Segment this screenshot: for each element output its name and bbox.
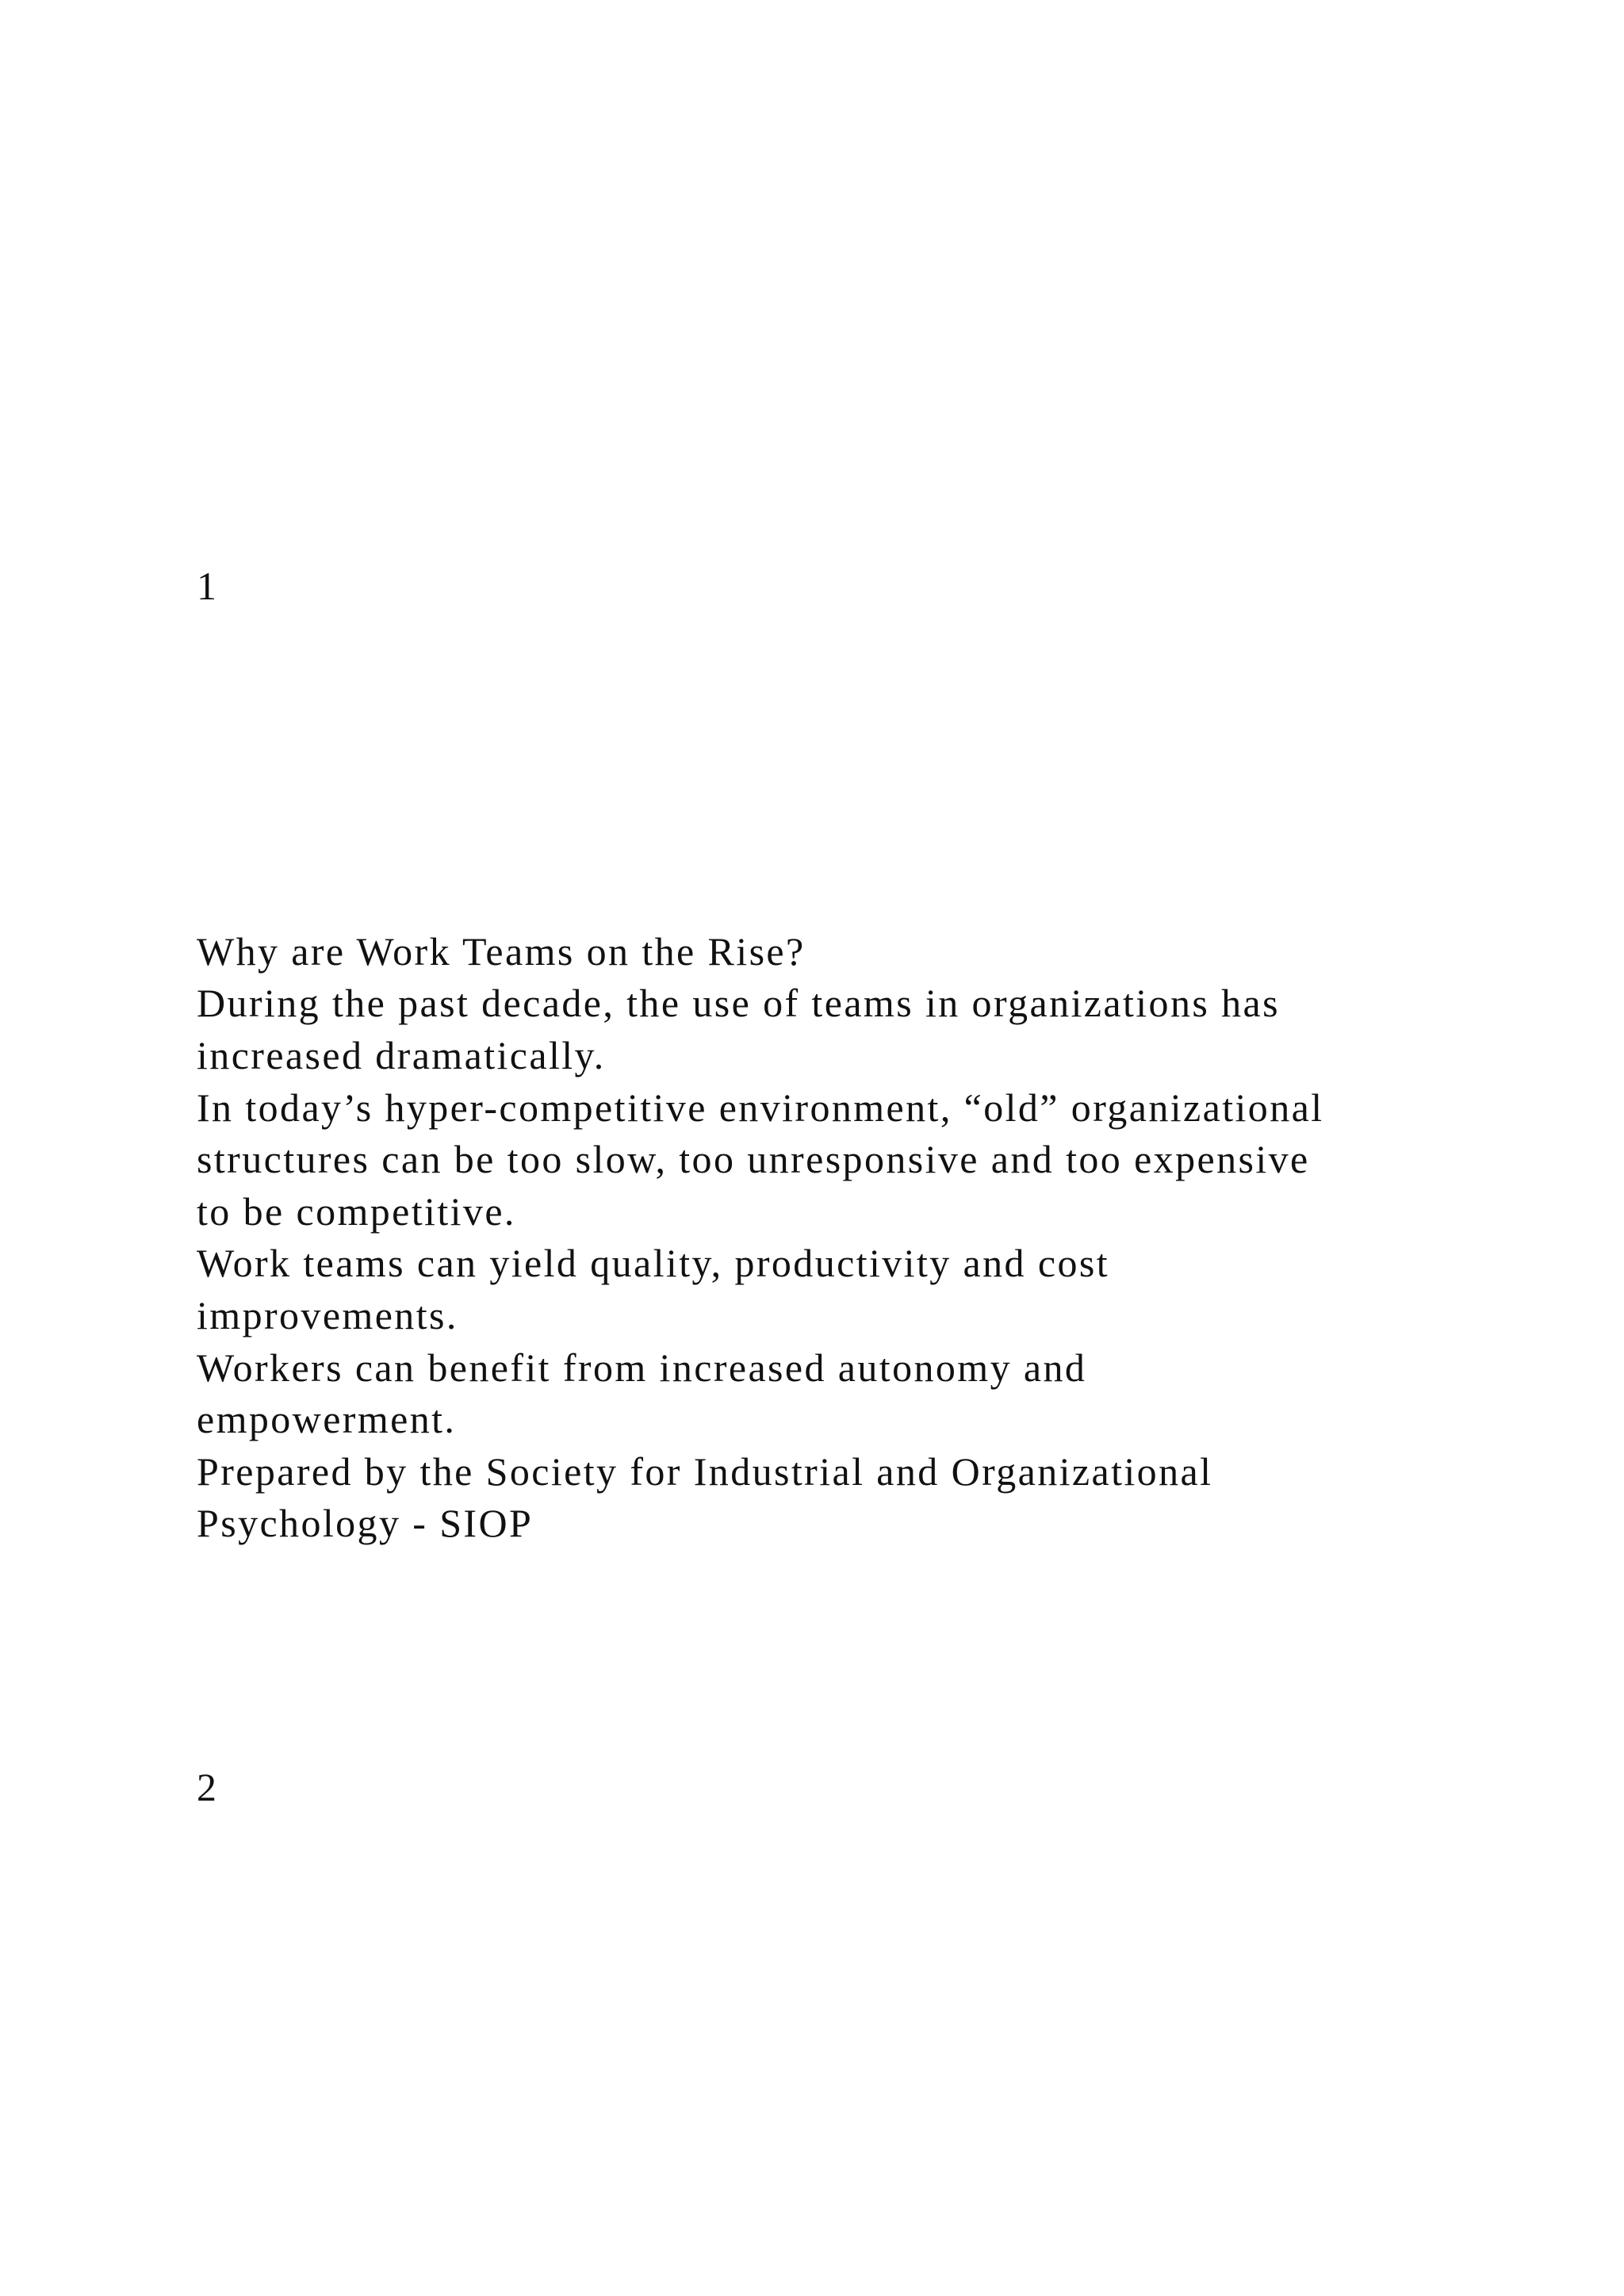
source-credit: Psychology - SIOP [197, 1501, 534, 1545]
body-line: empowerment. [197, 1397, 457, 1441]
body-line: structures can be too slow, too unresponsive and too expensive [197, 1137, 1310, 1181]
source-credit: Prepared by the Society for Industrial and Organizational [197, 1449, 1213, 1494]
page-number: 1 [197, 564, 216, 608]
slide-title: Why are Work Teams on the Rise? [197, 929, 806, 974]
body-line: During the past decade, the use of teams in organizations has [197, 981, 1280, 1025]
body-line: to be competitive. [197, 1189, 516, 1234]
body-line: In today’s hyper-competitive environment, “old” organizational [197, 1085, 1324, 1130]
body-line: Work teams can yield quality, productivity and cost [197, 1241, 1109, 1285]
body-line: increased dramatically. [197, 1033, 606, 1077]
page-number: 2 [197, 1765, 216, 1809]
body-line: improvements. [197, 1293, 458, 1337]
body-line: Workers can benefit from increased autonomy and [197, 1345, 1087, 1390]
